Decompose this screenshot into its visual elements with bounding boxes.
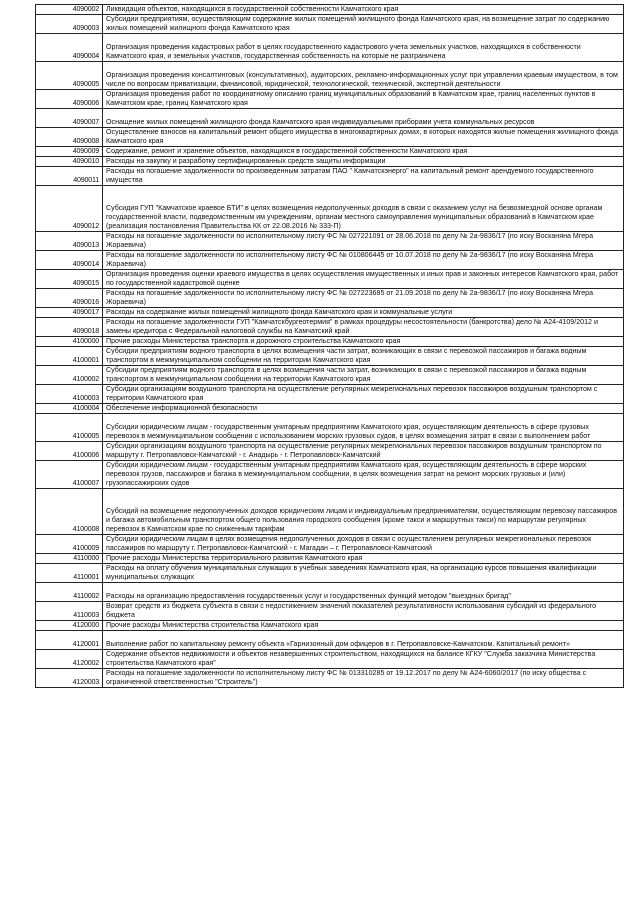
row-description: Субсидии юридическим лицам - государственным унитарным предприятиям Камчатского края, осуществляющим деятельность в сфере грузовых перевозок в межмуниципальном сообщении с использованием морских грузовых судов, в целях возмещения затрат в связи с выполнением работ — [103, 414, 624, 442]
row-description: Осуществление взносов на капитальный ремонт общего имущества в многоквартирных домах, в которых находятся жилые помещения жилищного фонда Камчатского края — [103, 128, 624, 147]
row-description: Расходы на организацию предоставления государственных услуг и государственных функций методом "выездных бригад" — [103, 583, 624, 602]
row-code: 4090018 — [36, 318, 103, 337]
row-code: 4100007 — [36, 461, 103, 489]
row-description: Расходы на погашение задолженности по исполнительному листу ФС № 027223685 от 21.09.2018 по делу № 2а-9836/17 (по иску Восканяна Мгера Жораевича) — [103, 289, 624, 308]
row-code: 4090012 — [36, 186, 103, 232]
table-row — [36, 442, 624, 461]
row-description: Расходы на оплату обучения муниципальных служащих в учебных заведениях Камчатского края, на организацию курсов повышения квалификации муниципальных служащих — [103, 564, 624, 583]
row-description: Субсидии предприятиям, осуществляющим содержание жилых помещений жилищного фонда Камчатского края, на возмещение затрат по содержанию жилых помещений жилищного фонда Камчатского края — [103, 15, 624, 34]
row-description: Субсидии организациям воздушного транспорта на осуществление регулярных межрегиональных перевозок пассажиров воздушным транспортом с территории Камчатского края — [103, 385, 624, 404]
table-row — [36, 232, 624, 251]
row-description: Прочие расходы Министерства транспорта и дорожного строительства Камчатского края — [103, 337, 624, 347]
table-row — [36, 318, 624, 337]
table-row — [36, 366, 624, 385]
row-code: 4110002 — [36, 583, 103, 602]
table-row — [36, 147, 624, 157]
row-description: Субсидии юридическим лицам - государственным унитарным предприятиям Камчатского края, осуществляющим деятельность в сфере морских перевозок грузов, пассажиров и багажа в межмуниципальном сообщении, в целях возмещения затрат на ремонт морских грузовых и (или) грузопассажирских судов — [103, 461, 624, 489]
table-row — [36, 186, 624, 232]
table-row — [36, 270, 624, 289]
table-row — [36, 554, 624, 564]
row-code: 4090010 — [36, 157, 103, 167]
table-row — [36, 34, 624, 62]
row-description: Расходы на содержание жилых помещений жилищного фонда Камчатского края и коммунальные услуги — [103, 308, 624, 318]
table-row — [36, 535, 624, 554]
table-row — [36, 308, 624, 318]
row-description: Содержание объектов недвижимости и объектов незавершенных строительством, находящихся на балансе КГКУ "Служба заказчика Министерства строительства Камчатского края" — [103, 650, 624, 669]
row-description: Содержание, ремонт и хранение объектов, находящихся в государственной собственности Камчатского края — [103, 147, 624, 157]
row-code: 4090003 — [36, 15, 103, 34]
row-code: 4100002 — [36, 366, 103, 385]
table-row — [36, 109, 624, 128]
table-row — [36, 128, 624, 147]
row-description: Расходы на погашение задолженности по исполнительному листу ФС № 010806445 от 10.07.2018 по делу № 2а-9836/17 (по иску Восканяна Мгера Жораевича) — [103, 251, 624, 270]
table-row — [36, 461, 624, 489]
table-row — [36, 650, 624, 669]
row-description: Организация проведения консалтинговых (консультативных), аудиторских, рекламно-информационных услуг при управлении краевым имуществом, в том числе по вопросам приватизации, финансовой, юридической, технологической, технической, экспертной деятельности — [103, 62, 624, 90]
row-code: 4110001 — [36, 564, 103, 583]
table-body — [36, 5, 624, 688]
row-code: 4120002 — [36, 650, 103, 669]
row-code: 4100006 — [36, 442, 103, 461]
table-row — [36, 621, 624, 631]
row-description: Расходы на погашение задолженности ГУП "Камчатскбургеотермия" в рамках процедуры несостоятельности (банкротства) дело № А24-4109/2012 и замены кредитора с Федеральной налоговой службы на Камчатский край — [103, 318, 624, 337]
row-description: Организация проведения кадастровых работ в целях государственного кадастрового учета земельных участков, находящихся в собственности Камчатского края, и земельных участков, государственная собственность на которые не разграничена — [103, 34, 624, 62]
table-row — [36, 167, 624, 186]
row-description: Расходы на закупку и разработку сертифицированных средств защиты информации — [103, 157, 624, 167]
table-row — [36, 564, 624, 583]
row-description: Субсидии юридическим лицам в целях возмещения недополученных доходов в связи с осуществлением регулярных межрегиональных перевозок пассажиров по маршруту г. Петропавловск-Камчатский - г. Магадан – г. Петропавловск-Камчатский — [103, 535, 624, 554]
table-row — [36, 404, 624, 414]
row-description: Расходы на погашение задолженности по исполнительному листу ФС № 027221091 от 28.06.2018 по делу № 2а-9836/17 (по иску Восканяна Мгера Жораевича) — [103, 232, 624, 251]
table-row — [36, 583, 624, 602]
table-row — [36, 90, 624, 109]
table-row — [36, 157, 624, 167]
row-code: 4120000 — [36, 621, 103, 631]
row-code: 4100005 — [36, 414, 103, 442]
row-code: 4100004 — [36, 404, 103, 414]
table-row — [36, 5, 624, 15]
row-code: 4090008 — [36, 128, 103, 147]
budget-codes-document — [35, 4, 624, 688]
table-row — [36, 347, 624, 366]
row-description: Ликвидация объектов, находящихся в государственной собственности Камчатского края — [103, 5, 624, 15]
table-row — [36, 15, 624, 34]
row-description: Субсидия ГУП "Камчатское краевое БТИ" в целях возмещения недополученных доходов в связи с оказанием услуг на безвозмездной основе органам государственной власти, подведомственным им учреждениям, органам местного самоуправления муниципальных образований в Камчатском крае (реализация постановления Правительства КК от 22.08.2016 № 333-П) — [103, 186, 624, 232]
row-description: Прочие расходы Министерства территориального развития Камчатского края — [103, 554, 624, 564]
row-description: Обеспечение информационной безопасности — [103, 404, 624, 414]
row-code: 4110003 — [36, 602, 103, 621]
row-code: 4090006 — [36, 90, 103, 109]
row-code: 4090009 — [36, 147, 103, 157]
row-description: Расходы на погашение задолженности по исполнительному листу ФС № 013310285 от 19.12.2017 по делу № А24-6060/2017 (по иску общества с ограниченной ответственностью "Строитель") — [103, 669, 624, 688]
row-code: 4120003 — [36, 669, 103, 688]
row-code: 4090011 — [36, 167, 103, 186]
row-description: Прочие расходы Министерства строительства Камчатского края — [103, 621, 624, 631]
row-code: 4100000 — [36, 337, 103, 347]
table-row — [36, 489, 624, 535]
row-code: 4090017 — [36, 308, 103, 318]
table-row — [36, 251, 624, 270]
table-row — [36, 337, 624, 347]
row-code: 4100009 — [36, 535, 103, 554]
table-row — [36, 385, 624, 404]
row-code: 4110000 — [36, 554, 103, 564]
row-description: Расходы на погашение задолженности по произведенным затратам ПАО " Камчатскэнерго" на капитальный ремонт арендуемого государственного имущества — [103, 167, 624, 186]
row-description: Организация проведения оценки краевого имущества в целях осуществления имущественных и иных прав и законных интересов Камчатского края, работ по государственной кадастровой оценке — [103, 270, 624, 289]
row-code: 4090005 — [36, 62, 103, 90]
row-code: 4090015 — [36, 270, 103, 289]
table-row — [36, 414, 624, 442]
budget-codes-table — [35, 4, 624, 688]
row-description: Субсидии организациям воздушного транспорта на осуществление регулярных межрегиональных перевозок пассажиров воздушным транспортом по маршруту г. Петропавловск-Камчатский - г. Анадырь - г. Петропавловск-Камчатский — [103, 442, 624, 461]
table-row — [36, 669, 624, 688]
row-description: Организация проведения работ по координатному описанию границ муниципальных образований в Камчатском крае, границ населенных пунктов в Камчатском крае, границ Камчатского края — [103, 90, 624, 109]
row-code: 4120001 — [36, 631, 103, 650]
row-code: 4100003 — [36, 385, 103, 404]
table-row — [36, 631, 624, 650]
row-description: Возврат средств из бюджета субъекта в связи с недостижением значений показателей результативности использования субсидий из федерального бюджета — [103, 602, 624, 621]
row-description: Субсидий на возмещение недополученных доходов юридическим лицам и индивидуальным предпринимателям, осуществляющим перевозку пассажиров и багажа автомобильным транспортом общего пользования городского сообщения (кроме такси и маршрутных такси) по маршрутам регулярных перевозок в Камчатском крае по сниженным тарифам — [103, 489, 624, 535]
row-code: 4090007 — [36, 109, 103, 128]
row-code: 4100001 — [36, 347, 103, 366]
table-row — [36, 62, 624, 90]
row-code: 4090014 — [36, 251, 103, 270]
row-code: 4100008 — [36, 489, 103, 535]
row-code: 4090016 — [36, 289, 103, 308]
row-code: 4090002 — [36, 5, 103, 15]
row-description: Субсидии предприятиям водного транспорта в целях возмещения части затрат, возникающих в связи с перевозкой пассажиров и багажа водным транспортом в межмуниципальном сообщении на территории Камчатского края — [103, 366, 624, 385]
table-row — [36, 289, 624, 308]
row-code: 4090013 — [36, 232, 103, 251]
row-description: Выполнение работ по капитальному ремонту объекта «Гарнизонный дом офицеров в г. Петропавловске-Камчатском. Капитальный ремонт» — [103, 631, 624, 650]
table-row — [36, 602, 624, 621]
row-description: Субсидии предприятиям водного транспорта в целях возмещения части затрат, возникающих в связи с перевозкой пассажиров и багажа водным транспортом в межмуниципальном сообщении на территории Камчатского края — [103, 347, 624, 366]
row-code: 4090004 — [36, 34, 103, 62]
row-description: Оснащение жилых помещений жилищного фонда Камчатского края индивидуальными приборами учета коммунальных ресурсов — [103, 109, 624, 128]
